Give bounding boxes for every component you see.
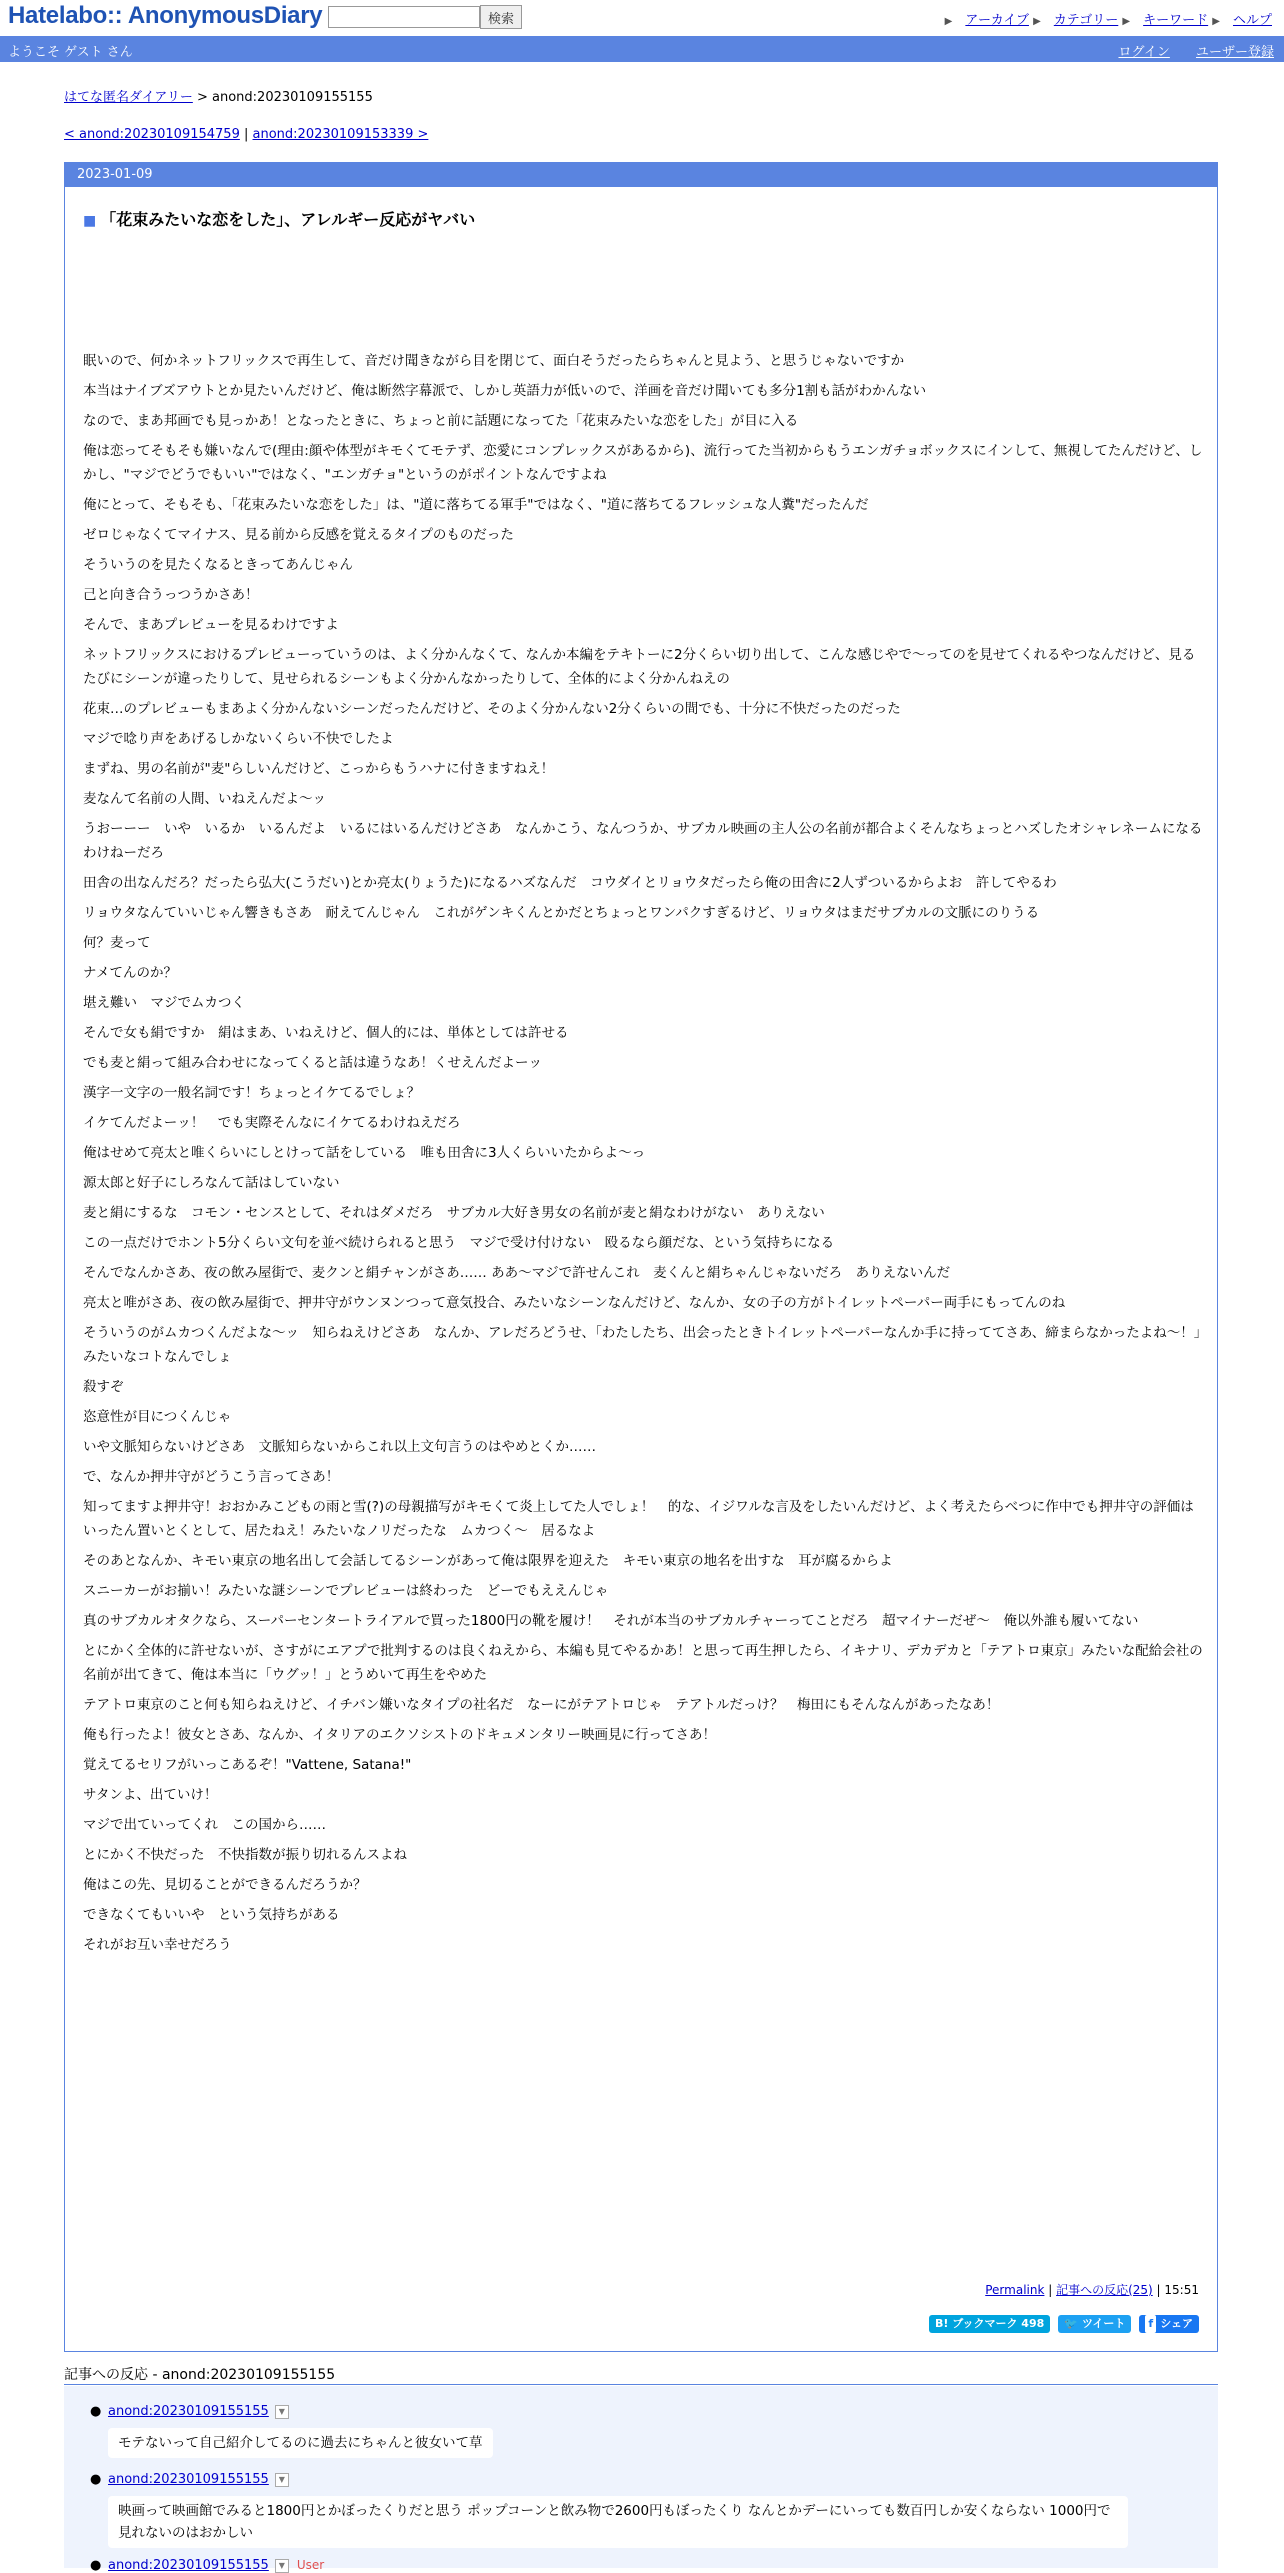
permalink-link[interactable]: Permalink — [985, 2283, 1045, 2297]
entry-paragraph: 堪え難い マジでムカつく — [83, 995, 245, 1011]
register-link[interactable]: ユーザー登録 — [1195, 45, 1274, 60]
entry-paragraph: ゼロじゃなくてマイナス、見る前から反感を覚えるタイプのものだった — [83, 527, 514, 543]
search-button[interactable]: 検索 — [480, 5, 522, 29]
entry-paragraph: 俺も行ったよ！彼女とさあ、なんか、イタリアのエクソシストのドキュメンタリー映画見に行ってさあ！ — [83, 1727, 717, 1743]
chevron-right-icon: ▶ — [1122, 16, 1131, 27]
entry-paragraph: 恣意性が目につくんじゃ — [83, 1409, 232, 1425]
entry-paragraph: そんでなんかさあ、夜の飲み屋街で、麦クンと絹チャンがさあ…… ああ〜マジで許せんこれ 麦くんと絹ちゃんじゃないだろ ありえないんだ — [83, 1265, 951, 1281]
entry-paragraph: マジで出ていってくれ この国から…… — [83, 1817, 326, 1833]
user-badge: User — [296, 2558, 325, 2572]
entry-paragraph: 俺にとって、そもそも、「花束みたいな恋をした」は、"道に落ちてる軍手"ではなく、"道に落ちてるフレッシュな人糞"だったんだ — [83, 497, 869, 513]
reactions-divider — [64, 2384, 1218, 2385]
entry-paragraph: でも麦と絹って組み合わせになってくると話は違うなあ！くせえんだよーッ — [83, 1055, 542, 1071]
entry-paragraph: 覚えてるセリフがいっこあるぞ！"Vattene, Satana!" — [83, 1757, 412, 1773]
reaction-comment: モテないって自己紹介してるのに過去にちゃんと彼女いて草 — [108, 2428, 493, 2458]
entry-paragraph: 俺は恋ってそもそも嫌いなんで(理由:顔や体型がキモくてモテず、恋愛にコンプレックスがあるから)、流行ってた当初からもうエンガチョボックスにインして、無視してたんだけど、しかし、"マジでどうでもいい"ではなく、"エンガチョ"というのがポイントなんですよね — [83, 443, 1203, 483]
reaction-item — [90, 2404, 289, 2419]
breadcrumb — [64, 86, 373, 105]
entry-paragraph: それがお互い幸せだろう — [83, 1937, 232, 1953]
reactions-list — [64, 2386, 1218, 2573]
facebook-share-button[interactable] — [1139, 2315, 1199, 2333]
entry-title — [83, 207, 475, 230]
chevron-right-icon: ▶ — [1033, 16, 1041, 27]
header-bar — [0, 0, 1284, 36]
entry-paragraph: とにかく不快だった 不快指数が振り切れるんスよね — [83, 1847, 407, 1863]
entry-paragraph: とにかく全体的に許せないが、さすがにエアプで批判するのは良くねえから、本編も見てやるかあ！と思って再生押したら、イキナリ、デカデカと「テアトロ東京」みたいな配給会社の名前が出てきて、俺は本当に「ウグッ！」とうめいて再生をやめた — [83, 1643, 1203, 1683]
breadcrumb-current: anond:20230109155155 — [212, 90, 373, 105]
entry-paragraph: 殺すぞ — [83, 1379, 124, 1395]
entry-paragraph: 己と向き合うっつうかさあ！ — [83, 587, 259, 603]
entry-paragraph: できなくてもいいや という気持ちがある — [83, 1907, 340, 1923]
entry-paragraph: 俺はせめて亮太と唯くらいにしとけって話をしている 唯も田舎に3人くらいいたからよ〜っ — [83, 1145, 646, 1161]
bullet-icon: ● — [90, 2472, 102, 2487]
entry-paragraph: まずね、男の名前が"麦"らしいんだけど、こっからもうハナに付きますねえ！ — [83, 761, 555, 777]
entry-paragraph: そんで女も絹ですか 絹はまあ、いねえけど、個人的には、単体としては許せる — [83, 1025, 569, 1041]
entry-paragraph: 真のサブカルオタクなら、スーパーセンタートライアルで買った1800円の靴を履け！ それが本当のサブカルチャーってことだろ 超マイナーだぜ〜 俺以外誰も履いてない — [83, 1613, 1139, 1629]
entry-paragraph: 何？麦って — [83, 935, 151, 951]
entry-paragraph: そのあとなんか、キモい東京の地名出して会話してるシーンがあって俺は限界を迎えた キモい東京の地名を出すな 耳が腐るからよ — [83, 1553, 893, 1569]
reaction-link[interactable]: anond:20230109155155 — [108, 2404, 269, 2419]
pager-separator: | — [239, 127, 253, 142]
chevron-down-icon[interactable]: ▼ — [275, 2473, 289, 2487]
top-nav — [945, 9, 1272, 28]
entry-paragraph: 漢字一文字の一般名詞です！ちょっとイケてるでしょ？ — [83, 1085, 421, 1101]
bullet-icon: ● — [90, 2558, 102, 2573]
entry-paragraph: 麦なんて名前の人間、いねえんだよ〜ッ — [83, 791, 326, 807]
reaction-link[interactable]: anond:20230109155155 — [108, 2558, 269, 2573]
entry-paragraph: イケてんだよーッ！ でも実際そんなにイケてるわけねえだろ — [83, 1115, 461, 1131]
hatena-bookmark-button[interactable]: B! ブックマーク 498 — [929, 2315, 1050, 2333]
chevron-right-icon: ▶ — [944, 16, 953, 27]
twitter-bird-icon: 🐦 — [1064, 2317, 1078, 2330]
reaction-item — [90, 2472, 289, 2487]
nav-keyword-link[interactable]: キーワード — [1143, 13, 1209, 28]
entry-paragraph: そういうのを見たくなるときってあんじゃん — [83, 557, 353, 573]
entry-paragraph: 麦と絹にするな コモン・センスとして、それはダメだろ サブカル大好き男女の名前が麦と絹なわけがない ありえない — [83, 1205, 825, 1221]
nav-archive-link[interactable]: アーカイブ — [965, 13, 1029, 28]
reaction-item — [90, 2558, 325, 2573]
entry-paragraph: 花束…のプレビューもまあよく分かんないシーンだったんだけど、そのよく分かんない2分くらいの間でも、十分に不快だったのだった — [83, 701, 901, 717]
next-entry-link[interactable]: anond:20230109153339 > — [252, 127, 429, 142]
entry-paragraph: リョウタなんていいじゃん響きもさあ 耐えてんじゃん これがゲンキくんとかだとちょっとワンパクすぎるけど、リョウタはまだサブカルの文脈にのりうる — [83, 905, 1040, 921]
entry-paragraph: 俺はこの先、見切ることができるんだろうか？ — [83, 1877, 367, 1893]
footer-separator: | — [1044, 2283, 1057, 2297]
entry-paragraph: マジで唸り声をあげるしかないくらい不快でしたよ — [83, 731, 394, 747]
entry-footer — [985, 2281, 1199, 2298]
entry-paragraph: 眠いので、何かネットフリックスで再生して、音だけ聞きながら目を閉じて、面白そうだったらちゃんと見よう、と思うじゃないですか — [83, 353, 905, 369]
account-links — [1096, 41, 1274, 60]
welcome-bar — [0, 36, 1284, 62]
entry-date: 2023-01-09 — [65, 163, 1217, 187]
welcome-greeting: ようこそ ゲスト さん — [8, 45, 133, 60]
entry-paragraph: 源太郎と好子にしろなんて話はしていない — [83, 1175, 340, 1191]
nav-category-link[interactable]: カテゴリー — [1053, 13, 1119, 28]
entry-paragraph: 田舎の出なんだろ？だったら弘大(こうだい)とか亮太(りょうた)になるハズなんだ コウダイとリョウタだったら俺の田舎に2人ずついるからよお 許してやるわ — [83, 875, 1057, 891]
entry-body — [83, 349, 1207, 1963]
tweet-label: ツイート — [1081, 2317, 1126, 2330]
entry-paragraph: この一点だけでホント5分くらい文句を並べ続けられると思う マジで受け付けない 殴るなら顔だな、という気持ちになる — [83, 1235, 835, 1251]
entry-paragraph: 亮太と唯がさあ、夜の飲み屋街で、押井守がウンヌンつって意気投合、みたいなシーンなんだけど、なんか、女の子の方がトイレットペーパー両手にもってんのね — [83, 1295, 1066, 1311]
prev-entry-link[interactable]: < anond:20230109154759 — [64, 127, 240, 142]
reactions-link[interactable]: 記事への反応(25) — [1056, 2283, 1153, 2297]
breadcrumb-separator: > — [192, 90, 213, 105]
entry-paragraph: で、なんか押井守がどうこう言ってさあ！ — [83, 1469, 340, 1485]
entry-box — [64, 162, 1218, 2352]
nav-help-link[interactable]: ヘルプ — [1232, 13, 1272, 28]
chevron-down-icon[interactable]: ▼ — [275, 2405, 289, 2419]
login-link[interactable]: ログイン — [1118, 45, 1170, 60]
bullet-icon: ● — [90, 2404, 102, 2419]
chevron-right-icon: ▶ — [1212, 16, 1220, 27]
entry-paragraph: サタンよ、出ていけ！ — [83, 1787, 218, 1803]
entry-paragraph: 本当はナイブズアウトとか見たいんだけど、俺は断然字幕派で、しかし英語力が低いので、洋画を音だけ聞いても多分1割も話がわかんない — [83, 383, 927, 399]
entry-paragraph: ネットフリックスにおけるプレビューっていうのは、よく分かんなくて、なんか本編をテキトーに2分くらい切り出して、こんな感じやで〜ってのを見せてくれるやつなんだけど、見るたびにシーンが違ったりして、見せられるシーンもよく分かんなかったりして、全体的によく分かんねえの — [83, 647, 1196, 687]
chevron-down-icon[interactable]: ▼ — [275, 2559, 289, 2573]
entry-paragraph: テアトロ東京のこと何も知らねえけど、イチバン嫌いなタイプの社名だ なーにがテアトロじゃ テアトルだっけ？ 梅田にもそんなんがあったなあ！ — [83, 1697, 1000, 1713]
entry-paragraph: 知ってますよ押井守！おおかみこどもの雨と雪(?)の母親描写がキモくて炎上してた人でしょ！ 的な、イジワルな言及をしたいんだけど、よく考えたらべつに作中でも押井守の評価はいったん置いとくとして、居たねえ！みたいなノリだったな ムカつく〜 居るなよ — [83, 1499, 1194, 1539]
entry-paragraph: スニーカーがお揃い！みたいな謎シーンでプレビューは終わった どーでもええんじゃ — [83, 1583, 609, 1599]
entry-paragraph: なので、まあ邦画でも見っかあ！となったときに、ちょっと前に話題になってた「花束みたいな恋をした」が目に入る — [83, 413, 799, 429]
tweet-button[interactable] — [1058, 2315, 1131, 2333]
entry-title-text: 「花束みたいな恋をした」、アレルギー反応がヤバい — [100, 210, 476, 229]
entry-pager — [64, 127, 428, 142]
reaction-link[interactable]: anond:20230109155155 — [108, 2472, 269, 2487]
entry-permalink-square-icon[interactable]: ■ — [83, 213, 97, 229]
entry-paragraph: いや文脈知らないけどさあ 文脈知らないからこれ以上文句言うのはやめとくか…… — [83, 1439, 596, 1455]
entry-paragraph: ナメてんのか？ — [83, 965, 177, 981]
facebook-icon: f — [1145, 2315, 1156, 2333]
search-input[interactable] — [328, 6, 480, 28]
reaction-comment: 映画って映画館でみると1800円とかぼったくりだと思う ポップコーンと飲み物で2600円もぼったくり なんとかデーにいっても数百円しか安くならない 1000円で見れないのはおかしい — [108, 2496, 1128, 2548]
reactions-heading: 記事への反応 - anond:20230109155155 — [64, 2367, 336, 2383]
footer-separator: | — [1152, 2283, 1165, 2297]
entry-paragraph: そんで、まあプレビューを見るわけですよ — [83, 617, 339, 633]
breadcrumb-home-link[interactable]: はてな匿名ダイアリー — [64, 90, 193, 105]
site-logo[interactable]: Hatelabo:: AnonymousDiary — [8, 2, 323, 29]
entry-paragraph: そういうのがムカつくんだよな〜ッ 知らねえけどさあ なんか、アレだろどうせ、「わたしたち、出会ったときトイレットペーパーなんか手に持っててさあ、締まらなかったよね〜！」みたいなコトなんでしょ — [83, 1325, 1201, 1365]
entry-paragraph: うおーーー いや いるか いるんだよ いるにはいるんだけどさあ なんかこう、なんつうか、サブカル映画の主人公の名前が都合よくそんなちょっとハズしたオシャレネームになるわけねーだろ — [83, 821, 1203, 861]
entry-time: 15:51 — [1164, 2283, 1199, 2297]
share-buttons — [929, 2315, 1199, 2333]
facebook-share-label: シェア — [1160, 2317, 1193, 2330]
